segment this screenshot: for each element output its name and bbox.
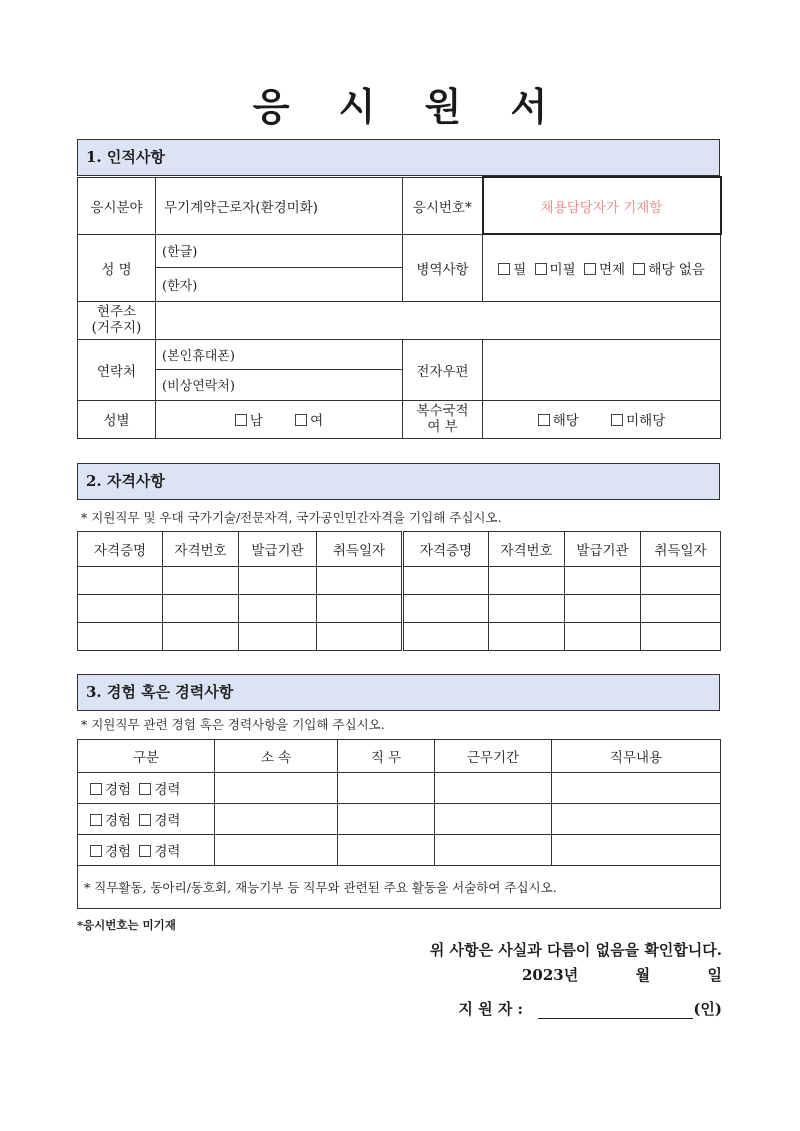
qual-col-header: 자격번호 [163,532,239,567]
section-header-experience: 3. 경험 혹은 경력사항 [77,674,720,711]
experience-checkbox[interactable] [90,845,102,857]
personal-info-table [77,176,722,439]
email-field[interactable] [483,339,721,400]
career-checkbox[interactable] [139,783,151,795]
dual-citizenship-options: 해당 미해당 [483,400,721,438]
gender-male-checkbox[interactable] [235,414,247,426]
dual-no-checkbox[interactable] [611,414,623,426]
address-field[interactable] [156,301,721,339]
applicant-label: 지 원 자 : [458,1000,524,1018]
military-checkbox-2[interactable] [535,263,547,275]
table-row: 경험 경력 [78,773,721,804]
qual-col-header: 취득일자 [641,532,721,567]
footnote: *응시번호는 미기재 [77,918,176,932]
date-line [522,964,722,985]
exp-col-header: 직무내용 [552,740,721,773]
gender-label: 성별 [78,400,156,438]
field-label: 응시분야 [78,177,156,234]
qual-col-header: 자격증명 [403,532,489,567]
applicant-signature [458,998,722,1019]
contact-label: 연락처 [78,339,156,400]
military-options: 필 미필 면제 해당 없음 [483,234,721,301]
date-day: 일 [707,966,722,984]
mobile-field[interactable]: (본인휴대폰) [162,348,235,364]
gender-options: 남 여 [156,400,403,438]
exp-col-header: 구분 [78,740,215,773]
section-header-qualifications: 2. 자격사항 [77,463,720,500]
qual-col-header: 자격증명 [78,532,163,567]
table-row [78,595,721,623]
email-label: 전자우편 [403,339,483,400]
dual-citizenship-label: 복수국적 여 부 [403,400,483,438]
emergency-contact-field[interactable]: (비상연락처) [162,379,235,394]
qual-col-header: 취득일자 [317,532,403,567]
experience-checkbox[interactable] [90,814,102,826]
military-checkbox-4[interactable] [633,263,645,275]
table-row [78,623,721,651]
exp-col-header: 직 무 [338,740,435,773]
signature-field[interactable] [538,1002,693,1019]
career-checkbox[interactable] [139,814,151,826]
exam-number-label: 응시번호* [403,177,483,234]
date-year: 2023년 [522,966,579,984]
qualifications-note: * 지원직무 및 우대 국가기술/전문자격, 국가공인민간자격을 기입해 주십시오. [81,510,502,525]
experience-footer-note: * 직무활동, 동아리/동호회, 재능기부 등 직무와 관련된 주요 활동을 서술하여 주십시오. [78,866,721,909]
qual-col-header: 자격번호 [489,532,565,567]
field-value: 무기계약근로자(환경미화) [156,177,403,234]
qualifications-table [77,531,721,651]
address-label: 현주소 (거주지) [78,301,156,339]
exp-col-header: 소 속 [215,740,338,773]
seal-label: (인) [693,1000,722,1018]
exp-col-header: 근무기간 [435,740,552,773]
exam-number-note: 채용담당자가 기재함 [483,177,721,234]
gender-female-checkbox[interactable] [295,414,307,426]
date-month: 월 [635,966,651,984]
table-row: 경험 경력 [78,804,721,835]
experience-note: * 지원직무 관련 경험 혹은 경력사항을 기입해 주십시오. [81,717,385,732]
section-header-personal: 1. 인적사항 [77,139,720,176]
qual-col-header: 발급기관 [565,532,641,567]
military-checkbox-1[interactable] [498,263,510,275]
name-korean-field[interactable]: (한글) [162,245,198,260]
military-checkbox-3[interactable] [584,263,596,275]
qual-col-header: 발급기관 [239,532,317,567]
dual-yes-checkbox[interactable] [538,414,550,426]
experience-checkbox[interactable] [90,783,102,795]
experience-table [77,739,721,909]
table-row [78,567,721,595]
confirm-statement: 위 사항은 사실과 다름이 없음을 확인합니다. [429,941,722,959]
name-hanja-field[interactable]: (한자) [162,278,198,294]
career-checkbox[interactable] [139,845,151,857]
name-label: 성 명 [78,234,156,301]
page-title: 응 시 원 서 [252,85,566,129]
table-row: 경험 경력 [78,835,721,866]
military-label: 병역사항 [403,234,483,301]
